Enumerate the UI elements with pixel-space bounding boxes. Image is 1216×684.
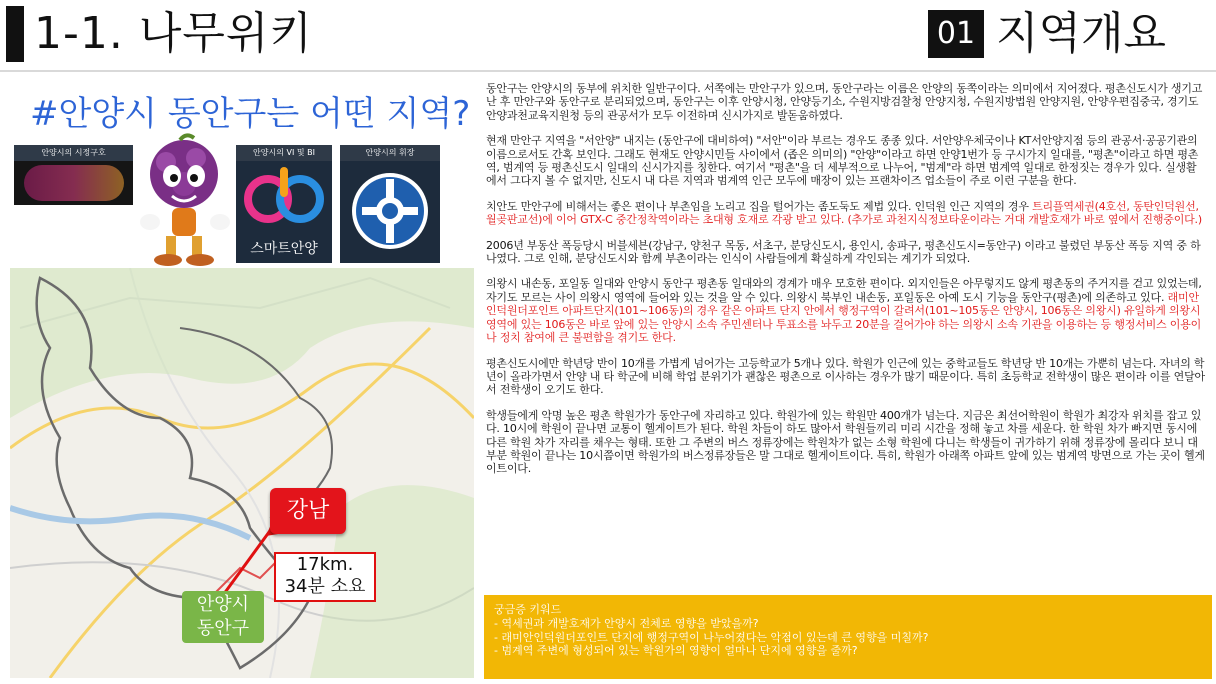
body-text xyxy=(486,82,1206,488)
anyang-district: 동안구 xyxy=(196,618,250,639)
safety-text: 치안도 만안구에 비해서는 좋은 편이나 부촌임을 노리고 집을 털어가는 좀도둑도 제법 있다. 인덕원 인근 지역의 경우 xyxy=(486,199,1033,213)
paragraph-bubble-seven: 2006년 부동산 폭등당시 버블세븐(강남구, 양천구 목동, 서초구, 분당신도시, 용인시, 송파구, 평촌신도시=동안구) 이라고 불렸던 부동산 폭등 지역 중 하나였다. 그로 인해, 분당신도시와 함께 부촌이라는 인식이 사람들에게 확실하게 각인되는 계기가 되었다. xyxy=(486,238,1201,266)
keyword-item: - 래미안인덕원더포인트 단지에 행정구역이 나누어졌다는 악점이 있는데 큰 영향을 미칠까? xyxy=(494,630,929,644)
keyword-item: - 역세권과 개발호재가 안양시 전체로 영향을 받았을까? xyxy=(494,617,759,630)
slogan-art xyxy=(24,165,124,201)
city-slogan-image xyxy=(14,145,133,205)
smart-anyang-text: 스마트안양 xyxy=(250,241,318,257)
city-emblem-image xyxy=(340,145,440,263)
logo-caption: 안양시의 시정구호 xyxy=(14,145,133,161)
anyang-city: 안양시 xyxy=(196,594,250,615)
paragraph-academy: 학생들에게 악명 높은 평촌 학원가가 동안구에 자리하고 있다. 학원가에 있는 학원만 400개가 넘는다. 지금은 최선어학원이 학원가 최강자 위치를 잡고 있다. 10시에 학원이 끝나면 교통이 헬게이트가 된다. 학원 차들이 하도 많아서 학원들끼리 미리 시간을 정해 놓고 차를 세운다. 한 학원 차가 빠지면 동시에 다른 학원 차가 자리를 채우는 형태. 또한 그 주변의 버스 정류장에는 학원차가 없는 소형 학원에 다니는 학생들이 귀가하기 위해 정류장에 몰리다 보니 대부분 학원이 끝나는 10시쯤이면 학원가의 버스정류장들은 말 그대로 헬게이트이다. 특히, 학원가 아래쪽 아파트 앞에 있는 범계역 방면으로 가는 곳이 헬게이트이다. xyxy=(486,408,1205,476)
paragraph-schools: 평촌신도시에만 학년당 반이 10개를 가볍게 넘어가는 고등학교가 5개나 있다. 학원가 인근에 있는 중학교들도 학년당 반 10개는 가뿐히 넘는다. 자녀의 학년이 올라가면서 안양 내 타 학군에 비해 학업 분위기가 괜찮은 평촌으로 이사하는 경우가 많기 때문이다. 특히 초등학교 전학생이 많은 편이라 이를 연달아서 전학생이 오기도 한다. xyxy=(486,356,1205,397)
distance-km: 17km. xyxy=(296,554,354,575)
boundary-text: 의왕시 내손동, 포일동 일대와 안양시 동안구 평촌동 일대와의 경계가 매우 모호한 편이다. 외지인들은 아무렇지도 않게 평촌동의 주거지를 걷고 있었는데, 자기도 모르는 사이 의왕시 영역에 들어와 있는 것을 알 수 있다. 의왕시 북부인 내손동, 포일동은 아예 도시 기능을 동안구(평촌)에 의존하고 있다. xyxy=(486,277,1202,304)
section-number-badge: 01 xyxy=(928,10,984,58)
boundary-highlight: 래미안인덕원더포인트 아파트단지(101~106동)의 경우 같은 아파트 단지 안에서 행정구역이 갈려서(101~105동은 안양시, 106동은 의왕시) 유일하게 의왕시 영역에 있는 106동은 바로 앞에 있는 안양시 소속 주민센터나 투표소를 놔두고 20분을 걸어가야 하는 의왕시 소속 기관을 이용하는 등 행정서비스 이용이나 정치 참여에 큰 불편함을 겪기도 한다. xyxy=(486,290,1202,345)
header-accent-bar xyxy=(6,6,24,62)
paragraph-boundary xyxy=(486,277,1206,344)
section-title: 지역개요 xyxy=(996,8,1167,59)
city-vi-image xyxy=(236,145,332,263)
distance-time: 34분 소요 xyxy=(284,576,366,597)
logo-caption: 안양시의 휘장 xyxy=(340,145,440,161)
smart-anyang-logo-icon xyxy=(236,161,332,263)
keyword-item: - 범계역 주변에 형성되어 있는 학원가의 영향이 얼마나 단지에 영향을 줄까? xyxy=(494,644,858,657)
header-divider xyxy=(0,70,1216,72)
paragraph-naming: 현재 만안구 지역을 "서안양" 내지는 (동안구에 대비하여) "서안"이라 부르는 경우도 종종 있다. 서안양우체국이나 KT서안양지점 등의 관공서·공공기관의 이름으로서도 간혹 보인다. 그래도 현재도 안양시민들 사이에서 (좁은 의미의) "안양"이라고 하면 안양1번가 등 구시가지 일대를, "평촌"이라고 하면 평촌역, 범계역 등 평촌신도시 일대의 신시가지를 칭한다. 여기서 "평촌"을 더 세부적으로 나누어, "범계"라 하면 범계역 일대로 한정짓는 경우가 있다. 실생활에서 그다지 볼 수 없지만, 신도시 내 다른 지역과 범계역 인근 모두에 매장이 있는 프랜차이즈 업소들이 주로 이런 구분을 한다. xyxy=(486,134,1199,188)
page-title: 1-1. 나무위키 xyxy=(34,8,313,59)
grape-mascot-image xyxy=(136,132,232,268)
logo-caption: 안양시의 VI 및 BI xyxy=(236,145,332,161)
keyword-box xyxy=(484,595,1212,679)
gangnam-badge: 강남 xyxy=(270,488,346,534)
anyang-badge xyxy=(182,591,264,643)
safety-highlight: 트리플역세권(4호선, 동탄인덕원선, 월곶판교선)에 이어 GTX-C 중간정착역이라는 초대형 호재로 각광 받고 있다. (추가로 과천지식정보타운이라는 거대 개발호재가 바로 옆에서 진행중이다.) xyxy=(486,199,1202,227)
emblem-icon xyxy=(340,161,440,263)
paragraph-safety xyxy=(486,200,1206,227)
distance-label xyxy=(274,552,376,602)
headline: #안양시 동안구는 어떤 지역? xyxy=(30,94,471,134)
paragraph-overview: 동안구는 안양시의 동부에 위치한 일반구이다. 서쪽에는 만안구가 있으며, 동안구라는 이름은 안양의 동쪽이라는 의미에서 지어졌다. 평촌신도시가 생기고 난 후 만안구와 동안구로 분리되었으며, 동안구는 이후 안양시청, 안양등기소, 수원지방검찰청 안양지청, 수원지방법원 안양지원, 안양우편집중국, 경기도 안양과천교육지원청 등의 관공서가 모두 이전하며 신시가지로 발돋움하였다. xyxy=(486,82,1203,122)
keyword-title: 궁금증 키워드 xyxy=(494,603,562,616)
